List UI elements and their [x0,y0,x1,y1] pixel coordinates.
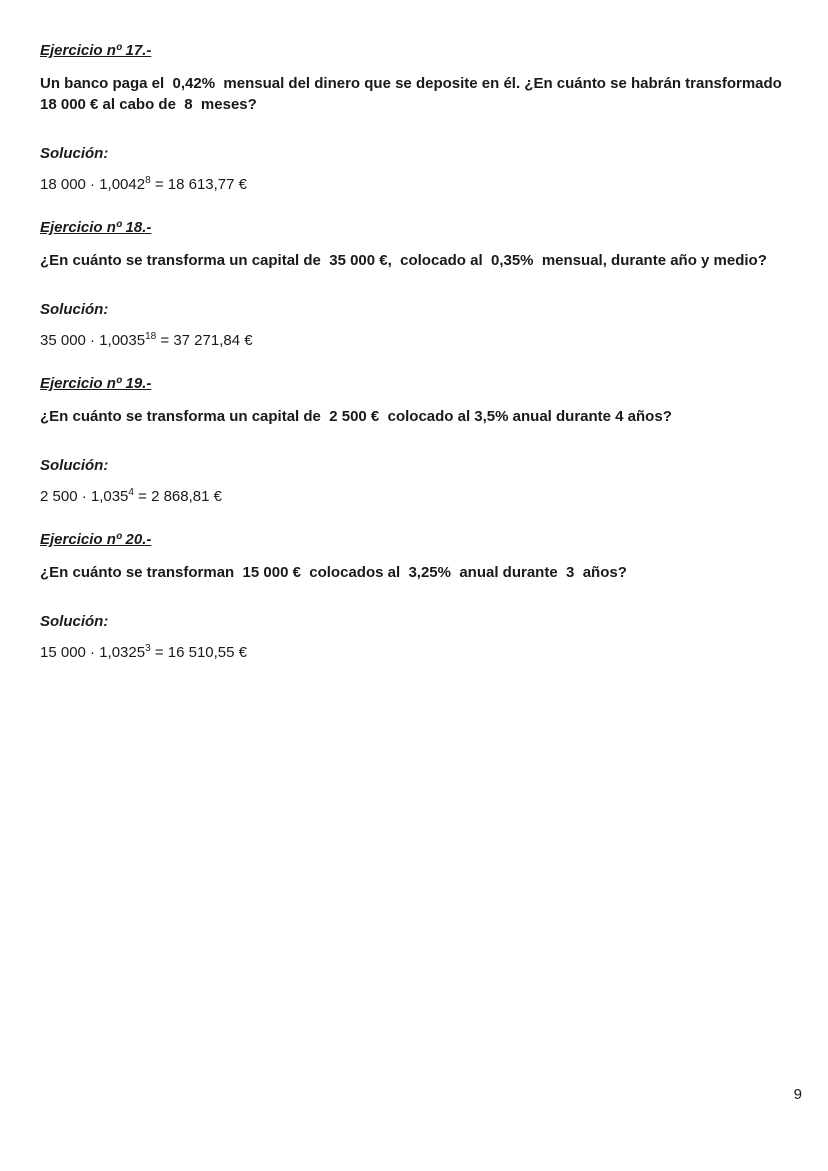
formula-base: 15 000 · 1,0325 [40,644,146,661]
formula-base: 35 000 · 1,0035 [40,332,146,349]
exercise-title: Ejercicio nº 18.- [40,219,152,236]
formula-exponent: 18 [145,331,157,342]
formula-result: = 2 868,81 € [133,488,222,505]
exercise-question: ¿En cuánto se transforma un capital de 35 000 €, colocado al 0,35% mensual, durante año y medio? [40,252,767,269]
formula-exponent: 8 [145,175,151,186]
solution-formula [40,330,805,351]
page-number: 9 [793,1086,802,1103]
formula-base: 18 000 · 1,0042 [40,176,146,193]
exercise-18 [40,217,805,351]
formula-result: = 16 510,55 € [150,644,247,661]
exercise-title: Ejercicio nº 19.- [40,375,152,392]
exercise-19 [40,373,805,507]
exercise-17 [40,40,805,195]
formula-result: = 37 271,84 € [156,332,253,349]
exercise-question: Un banco paga el 0,42% mensual del dinero que se deposite en él. ¿En cuánto se habrán transformado 18 000 € al cabo de 8 meses? [40,75,791,113]
formula-exponent: 4 [128,487,134,498]
formula-exponent: 3 [145,643,151,654]
exercise-title: Ejercicio nº 20.- [40,531,152,548]
solution-formula [40,486,805,507]
exercise-20 [40,529,805,663]
solution-label: Solución: [40,457,109,474]
solution-formula [40,174,805,195]
exercise-title: Ejercicio nº 17.- [40,42,152,59]
formula-base: 2 500 · 1,035 [40,488,129,505]
solution-formula [40,642,805,663]
solution-label: Solución: [40,613,109,630]
solution-label: Solución: [40,145,109,162]
exercise-question: ¿En cuánto se transforman 15 000 € colocados al 3,25% anual durante 3 años? [40,564,627,581]
solution-label: Solución: [40,301,109,318]
formula-result: = 18 613,77 € [150,176,247,193]
exercise-question: ¿En cuánto se transforma un capital de 2 500 € colocado al 3,5% anual durante 4 años? [40,408,672,425]
